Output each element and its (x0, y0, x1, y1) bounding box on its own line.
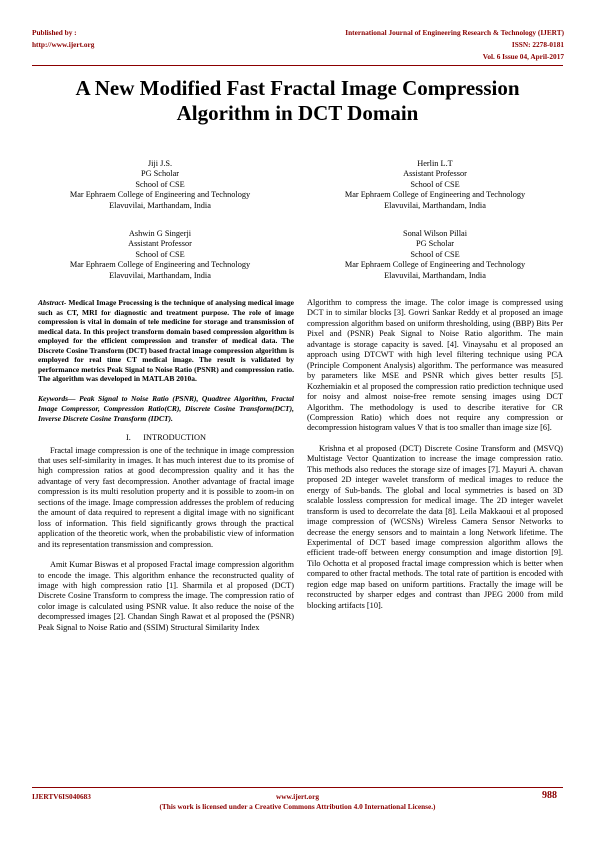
paragraph: Krishna et al proposed (DCT) Discrete Cosine Transform and (MSVQ) Multistage Vector Quantization to increase the image compression ratio. This methods also reduces the storage size of images [7]. Mayuri A. chavan proposed 2D integer wavelet transform of medical images to reduce the energy of Sub-bands. The global and local symmetries is based on 3D scalable lossless compression for medical image. The 2D integer wavelet transform is used to decorrelate the data [8]. Leila Makkaoui et al proposed image compression of (WCSNs) Wireless Camera Sensor Networks to decrease the energy sensors and to maintain a long Network lifetime. The Experimental of DCT based image compression algorithm allows the efficient trade-off between energy consumption and image distortion [9]. Tilo Ochotta et al proposed fractal image compression which is better when compared to other fractal methods. The total rate of partition is encoded with region edge map based on uniform partitions. Fractally the image will be reconstructed by sharper edges and contrast than JPEG 2000 from mild blocking artifacts [10]. (307, 443, 563, 610)
section-number: I. (126, 433, 131, 443)
author-dept: School of CSE (135, 249, 185, 259)
footer-url-link[interactable]: www.ijert.org (276, 792, 319, 801)
author-dept: School of CSE (410, 179, 460, 189)
author-college: Mar Ephraem College of Engineering and Technology (69, 260, 251, 270)
author-name: Herlin L.T (417, 159, 453, 168)
right-column (307, 298, 563, 611)
author-block-2 (315, 159, 555, 211)
author-name: Jiji J.S. (147, 159, 173, 168)
section-heading (38, 433, 294, 443)
author-role: PG Scholar (140, 169, 180, 179)
keywords-label: Keywords— (38, 393, 76, 403)
author-name: Sonal Wilson Pillai (402, 229, 468, 238)
author-location: Elavuvilai, Marthandam, India (109, 200, 211, 210)
author-block-1 (40, 159, 280, 211)
abstract (38, 298, 294, 384)
author-block-4 (315, 229, 555, 281)
paper-id: IJERTV6IS040683 (32, 792, 91, 801)
author-block-3 (40, 229, 280, 281)
title-line-1: A New Modified Fast Fractal Image Compression (75, 76, 520, 100)
author-location: Elavuvilai, Marthandam, India (109, 270, 211, 280)
author-location: Elavuvilai, Marthandam, India (384, 200, 486, 210)
header-right (345, 27, 564, 64)
keywords-text: Peak Signal to Noise Ratio (PSNR), Quadtree Algorithm, Fractal Image Compressor, Compression Ratio(CR), Discrete Cosine Transform(DCT), Inverse Discrete Cosine Transform (IDCT). (38, 393, 294, 423)
author-name: Ashwin G Singerji (128, 229, 192, 238)
issn: ISSN: 2278-0181 (511, 40, 564, 50)
title-line-2: Algorithm in DCT Domain (176, 101, 419, 125)
left-column (38, 298, 294, 633)
paragraph: Fractal image compression is one of the technique in image compression that uses self-similarity in images. It has much interest due to its promise of high compression ratios at good decompression quality and it has the advantage of very fast decompression. Another advantage of fractal image compression is its multi resolution property and it is possible to zoom-in on sections of the image. Image compression addresses the problem of reducing the amount of data required to represent a digital image with no significant loss of information. This field significantly grows through the practical application of the theoretic work, when the probabilistic view of information and its representation transmission and compression. (38, 445, 294, 549)
author-role: Assistant Professor (128, 239, 192, 249)
paper-title (20, 76, 575, 126)
published-by: Published by : (32, 28, 77, 37)
author-college: Mar Ephraem College of Engineering and Technology (344, 190, 526, 200)
volume-issue: Vol. 6 Issue 04, April-2017 (482, 52, 564, 62)
journal-name: International Journal of Engineering Research & Technology (IJERT) (345, 28, 564, 37)
page-number: 988 (542, 790, 557, 801)
keywords (38, 394, 294, 425)
abstract-label: Abstract- (38, 298, 67, 307)
header-divider (32, 65, 563, 66)
header-left (32, 27, 94, 51)
license-notice: (This work is licensed under a Creative Commons Attribution 4.0 International License.) (159, 802, 436, 811)
journal-url-link[interactable]: http://www.ijert.org (32, 40, 95, 50)
author-dept: School of CSE (135, 179, 185, 189)
abstract-text: Medical Image Processing is the technique of analysing medical image such as CT, MRI for diagnostic and treatment purpose. The role of image compression is vital in domain of tele medicine for storage and transmission of medical data. In this project transform domain based compression algorithm is employed for the efficient compression and transfer of medical data. The Discrete Cosine Transform (DCT) based fractal image compression algorithm is employed for real time CT medical image. The result is validated by performance metrics Peak Signal to Noise Ratio (PSNR) and compression ratio. The algorithm was developed in MATLAB 2010a. (38, 298, 294, 383)
author-role: PG Scholar (415, 239, 455, 249)
paragraph: Algorithm to compress the image. The color image is compressed using DCT in to similar blocks [3]. Gowri Sankar Reddy et al proposed an image compression algorithm based on uniform thresholding, using (BBP) Bits Per Pixel and (PSNR) Peak Signal to Noise Ratio algorithm. The main advantage is storage capacity is saved. [4]. Vinaysahu et al proposed an approach using DTCWT with high level filtering technique using PCA (Principle Component Analysis) algorithm. The performance was measured by parameters like MSE and PSNR which gives better results [5]. Kozhemiakin et al proposed the compression ratio prediction technique used for noisy and almost noise-free remote sensing images using DCT Algorithm. The methodology is used to describe iterative for CR (Compression Ratio) which does not require any compression or decompression histogram values V that is too smaller than image size [6]. (307, 298, 563, 433)
author-location: Elavuvilai, Marthandam, India (384, 270, 486, 280)
author-college: Mar Ephraem College of Engineering and Technology (69, 190, 251, 200)
section-title: INTRODUCTION (143, 433, 206, 443)
author-dept: School of CSE (410, 249, 460, 259)
footer-divider (32, 787, 563, 788)
paragraph: Amit Kumar Biswas et al proposed Fractal image compression algorithm to encode the image. This algorithm enhance the reconstructed quality of image with high compression ratio [1]. Sharmila et al proposed (DCT) Discrete Cosine Transform to compress the image. The compression ratio of color image is calculated using PSNR value. It also reduce the noise of the decompressed images [2]. Chandan Singh Rawat et al proposed the (PSNR) Peak Signal to Noise Ratio and (SSIM) Structural Similarity Index (38, 560, 294, 632)
author-college: Mar Ephraem College of Engineering and Technology (344, 260, 526, 270)
author-role: Assistant Professor (403, 169, 467, 179)
